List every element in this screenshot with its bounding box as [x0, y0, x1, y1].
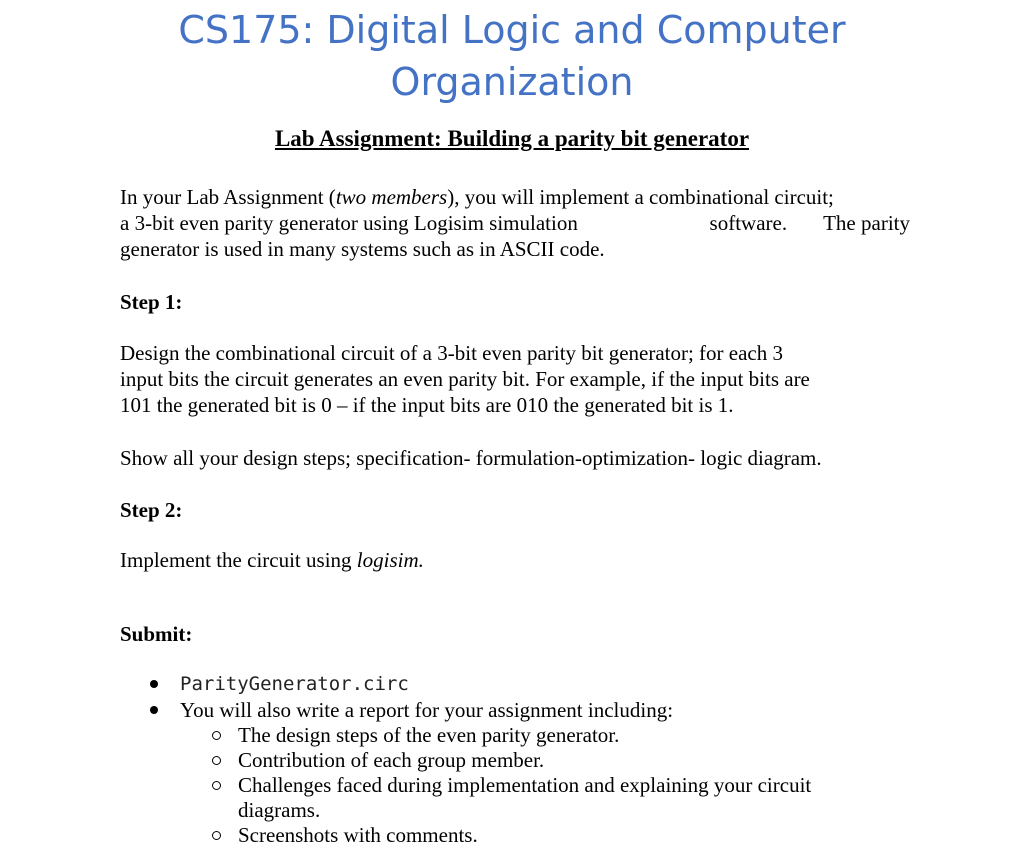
- report-item-screenshots: Screenshots with comments.: [238, 823, 478, 847]
- step2-heading: Step 2:: [120, 498, 183, 522]
- assignment-subtitle: Lab Assignment: Building a parity bit generator: [274, 126, 750, 151]
- sub-bullet-icon: [212, 756, 221, 765]
- report-item-challenges-line-1: Challenges faced during implementation and explaining your circuit: [238, 773, 812, 797]
- step1-design-steps: Show all your design steps; specification- formulation-optimization- logic diagram.: [120, 446, 822, 470]
- submit-item-circ-file: ParityGenerator.circ: [180, 673, 409, 695]
- report-item-challenges-line-2: diagrams.: [238, 798, 321, 822]
- page-title-line1: CS175: Digital Logic and Computer: [178, 8, 846, 52]
- report-item-contribution: Contribution of each group member.: [238, 748, 545, 772]
- step1-line-1: Design the combinational circuit of a 3-bit even parity bit generator; for each 3: [120, 341, 784, 365]
- step1-line-2: input bits the circuit generates an even parity bit. For example, if the input bits are: [120, 367, 810, 391]
- intro-line-3: generator is used in many systems such as in ASCII code.: [120, 237, 605, 261]
- logisim-emphasis: logisim.: [356, 548, 424, 572]
- step1-heading: Step 1:: [120, 290, 183, 314]
- intro-line-2: a 3-bit even parity generator using Logisim simulation software. The parity: [120, 211, 910, 235]
- bullet-icon: [150, 680, 158, 688]
- page-title-line2: Organization: [390, 60, 634, 104]
- submit-heading: Submit:: [120, 622, 193, 646]
- step1-line-3: 101 the generated bit is 0 – if the input bits are 010 the generated bit is 1.: [120, 393, 734, 417]
- bullet-icon: [150, 706, 158, 714]
- report-item-design-steps: The design steps of the even parity generator.: [238, 723, 620, 747]
- sub-bullet-icon: [212, 831, 221, 840]
- submit-item-report: You will also write a report for your assignment including:: [180, 698, 674, 722]
- sub-bullet-icon: [212, 731, 221, 740]
- intro-line-1: In your Lab Assignment (two members), you will implement a combinational circuit;: [120, 185, 834, 209]
- sub-bullet-icon: [212, 781, 221, 790]
- step2-text: Implement the circuit using logisim.: [120, 548, 424, 572]
- intro-emphasis: two members: [335, 185, 448, 209]
